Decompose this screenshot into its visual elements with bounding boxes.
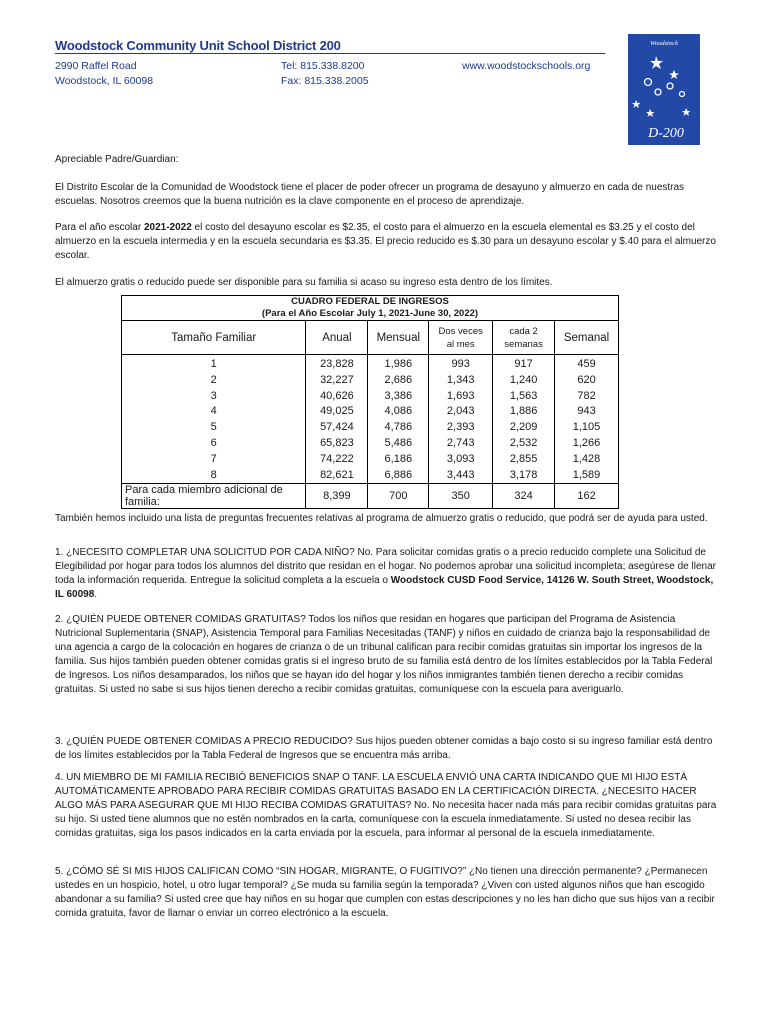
table-cell: 4	[210, 405, 217, 418]
income-table	[121, 295, 619, 509]
table-cell: 943	[577, 405, 596, 418]
table-cell: 4,086	[384, 405, 413, 418]
faq-q1	[55, 546, 717, 602]
greeting: Apreciable Padre/Guardian:	[55, 154, 179, 165]
prices-paragraph	[55, 221, 717, 263]
faq-intro: También hemos incluido una lista de preguntas frecuentes relativas al programa de almuerzo gratis o reducido, que podrá ser de ayuda para usted.	[55, 513, 708, 524]
table-cell: 40,626	[320, 389, 354, 402]
table-data-block	[122, 355, 619, 484]
table-cell: 57,424	[320, 421, 354, 434]
table-cell: 23,828	[320, 358, 354, 370]
table-cell: 8	[210, 468, 217, 481]
table-cell: 2,043	[446, 405, 475, 418]
food-service-address: Woodstock CUSD Food Service, 14126 W. South Street, Woodstock, IL 60098	[55, 575, 714, 600]
intro-paragraph: El Distrito Escolar de la Comunidad de Woodstock tiene el placer de poder ofrecer un programa de desayuno y almuerzo en cada de nuestras escuelas. Nosotros creemos que la buena nutrición es la clave componente en el proceso de aprendizaje.	[55, 182, 685, 207]
table-cell: 7	[210, 452, 217, 465]
prices-post: el costo del desayuno escolar es $2.35, el costo para el almuerzo en la escuela elemental es $3.25 y el costo del almuerzo en la escuela intermedia y en la escuela secundaria es $3.35. El precio reducido es $.30 para un desayuno escolar y $.40 para el almuerzo escolar.	[55, 222, 716, 261]
table-cell: 324	[493, 484, 555, 509]
table-cell: 4,786	[384, 421, 413, 434]
col-header-twice-2: al mes	[446, 338, 475, 350]
address-line-2: Woodstock, IL 60098	[55, 75, 154, 87]
table-cell: 2,743	[446, 436, 475, 449]
table-cell: 2	[210, 373, 217, 386]
table-cell: 782	[577, 389, 596, 402]
table-cell: 620	[577, 373, 596, 386]
table-cell: 3,093	[446, 452, 475, 465]
faq-q1-text: 1. ¿NECESITO COMPLETAR UNA SOLICITUD POR CADA NIÑO? No. Para solicitar comidas gratis o a precio reducido complete una Solicitud de Elegibilidad por hogar para todos los alumnos del distrito que residan en el hogar. No podemos aprobar una solicitud incompleta; asegúrese de llenar toda la información requerida. Entregue la solicitud completa a la escuela o	[55, 547, 716, 586]
table-title: CUADRO FEDERAL DE INGRESOS	[291, 296, 449, 307]
table-row-additional-member	[122, 484, 619, 509]
table-cell: 74,222	[320, 452, 354, 465]
table-cell: 2,393	[446, 421, 475, 434]
col-annual	[306, 355, 368, 484]
table-cell: 1,266	[572, 436, 601, 449]
faq-q5: 5. ¿CÓMO SÉ SI MIS HIJOS CALIFICAN COMO “SIN HOGAR, MIGRANTE, O FUGITIVO?” ¿No tienen una dirección permanente? ¿Permanecen ustedes en un hospicio, hotel, u otro lugar temporal? ¿Se muda su familia según la temporada? ¿Viven con usted algunos niños que han escogido abandonar a su familia? Si usted cree que hay niños en su hogar que cumplen con estas descripciones y no les han dicho que sus hijos van a recibir comida gratuita, favor de llamar o enviar un correo electrónico a la escuela.	[55, 866, 715, 919]
table-cell: 1,428	[572, 452, 601, 465]
col-twice-monthly	[429, 355, 493, 484]
table-cell: 1,563	[509, 389, 538, 402]
table-cell: 2,855	[509, 452, 538, 465]
district-phone	[281, 59, 369, 89]
table-subtitle: (Para el Año Escolar July 1, 2021-June 30, 2022)	[261, 308, 479, 319]
table-cell: 49,025	[320, 405, 354, 418]
table-cell: 459	[577, 358, 596, 370]
table-cell: 162	[555, 484, 619, 509]
table-cell: 350	[429, 484, 493, 509]
table-cell: 2,209	[509, 421, 538, 434]
table-cell: 5,486	[384, 436, 413, 449]
faq-q3: 3. ¿QUIÉN PUEDE OBTENER COMIDAS A PRECIO REDUCIDO? Sus hijos pueden obtener comidas a bajo costo si su ingreso familiar está dentro de los límites establecidos por la Tabla Federal de Ingresos que se encuentra más arriba.	[55, 736, 713, 761]
table-cell: 700	[368, 484, 429, 509]
table-cell: 6,886	[384, 468, 413, 481]
table-cell: 5	[210, 421, 217, 434]
col-header-biweekly-2: semanas	[504, 338, 543, 350]
address-line-1: 2990 Raffel Road	[55, 60, 137, 72]
table-cell: 1,589	[572, 468, 601, 481]
table-cell: 3,443	[446, 468, 475, 481]
table-cell: 32,227	[320, 373, 354, 386]
table-cell: 3,386	[384, 389, 413, 402]
col-header-twice-1: Dos veces	[438, 325, 483, 337]
table-cell: 2,686	[384, 373, 413, 386]
table-cell: 993	[451, 358, 470, 370]
header-divider	[55, 53, 605, 54]
additional-member-label: Para cada miembro adicional de familia:	[122, 484, 306, 509]
table-cell: 917	[514, 358, 533, 370]
table-cell: 6	[210, 436, 217, 449]
faq-q4: 4. UN MIEMBRO DE MI FAMILIA RECIBIÓ BENEFICIOS SNAP O TANF. LA ESCUELA ENVIÓ UNA CARTA INDICANDO QUE MI HIJO ESTÁ AUTOMÁTICAMENTE APROBADO PARA RECIBIR COMIDAS GRATUITAS BASADO EN LA CERTIFICACIÓN DIRECTA. ¿NECESITO HACER ALGO MÁS PARA ASEGURAR QUE MI HIJO RECIBA COMIDAS GRATUITAS? No. No necesita hacer nada más para recibir comidas gratuitas para su hijo. Si usted tiene alumnos que no estén nombrados en la carta, comuníquese con la escuela inmediatamente. Si usted no desea recibir las comidas gratuitas, siga los pasos indicados en la carta enviada por la escuela, para informar al personal de la escuela inmediatamente.	[55, 772, 717, 839]
logo-text-bottom: D-200	[648, 126, 684, 141]
fax-number: Fax: 815.338.2005	[281, 75, 369, 87]
col-family-sizes	[122, 355, 306, 484]
eligibility-paragraph: El almuerzo gratis o reducido puede ser disponible para su familia si acaso su ingreso esta dentro de los límites.	[55, 277, 553, 288]
table-cell: 1,886	[509, 405, 538, 418]
table-caption	[122, 296, 619, 321]
district-website[interactable]: www.woodstockschools.org	[462, 60, 591, 72]
logo-text-top: Woodstock	[650, 40, 678, 47]
prices-pre: Para el año escolar	[55, 222, 144, 233]
table-cell: 1,240	[509, 373, 538, 386]
col-biweekly	[493, 355, 555, 484]
table-cell: 82,621	[320, 468, 354, 481]
table-cell: 2,532	[509, 436, 538, 449]
col-header-biweekly	[493, 321, 555, 355]
district-address	[55, 59, 153, 89]
col-header-monthly: Mensual	[368, 321, 429, 355]
table-cell: 1,343	[446, 373, 475, 386]
table-cell: 1	[210, 358, 217, 370]
col-header-biweekly-1: cada 2	[509, 325, 538, 337]
faq-q2: 2. ¿QUIÉN PUEDE OBTENER COMIDAS GRATUITAS? Todos los niños que residan en hogares que participan del Programa de Asistencia Nutricional Suplementaria (SNAP), Asistencia Temporal para Familias Necesitadas (TANF) y niños en cuidado de crianza bajo la responsabilidad de una agencia a cargo de la colocación en hogares de crianza o de un tribunal califican para recibir comidas gratuitas sin importar los ingresos de la familia. Sus hijos también pueden obtener comidas gratis si el ingreso bruto de su familia está dentro de los límites establecidos por la Tabla Federal de Ingresos. Los niños desamparados, los niños que se hayan ido del hogar y los niños inmigrantes también tienen derecho a recibir comidas gratuitas. Si usted no sabe si sus hijos tienen derecho a recibir comidas gratuitas, comuníquese con la escuela para averiguarlo.	[55, 614, 713, 695]
col-header-annual: Anual	[306, 321, 368, 355]
col-header-family: Tamaño Familiar	[122, 321, 306, 355]
tel-number: Tel: 815.338.8200	[281, 60, 365, 72]
district-name: Woodstock Community Unit School District 200	[55, 38, 341, 53]
table-cell: 3,178	[509, 468, 538, 481]
table-cell: 1,986	[384, 358, 413, 370]
table-cell: 3	[210, 389, 217, 402]
table-cell: 8,399	[306, 484, 368, 509]
table-cell: 1,693	[446, 389, 475, 402]
table-cell: 65,823	[320, 436, 354, 449]
district-logo	[628, 34, 700, 145]
logo-graphic-icon	[628, 34, 700, 145]
faq-q1-end: .	[94, 589, 98, 600]
col-header-twice-monthly	[429, 321, 493, 355]
col-monthly	[368, 355, 429, 484]
table-cell: 1,105	[572, 421, 601, 434]
col-weekly	[555, 355, 619, 484]
col-header-weekly: Semanal	[555, 321, 619, 355]
school-year: 2021-2022	[143, 222, 192, 233]
table-cell: 6,186	[384, 452, 413, 465]
